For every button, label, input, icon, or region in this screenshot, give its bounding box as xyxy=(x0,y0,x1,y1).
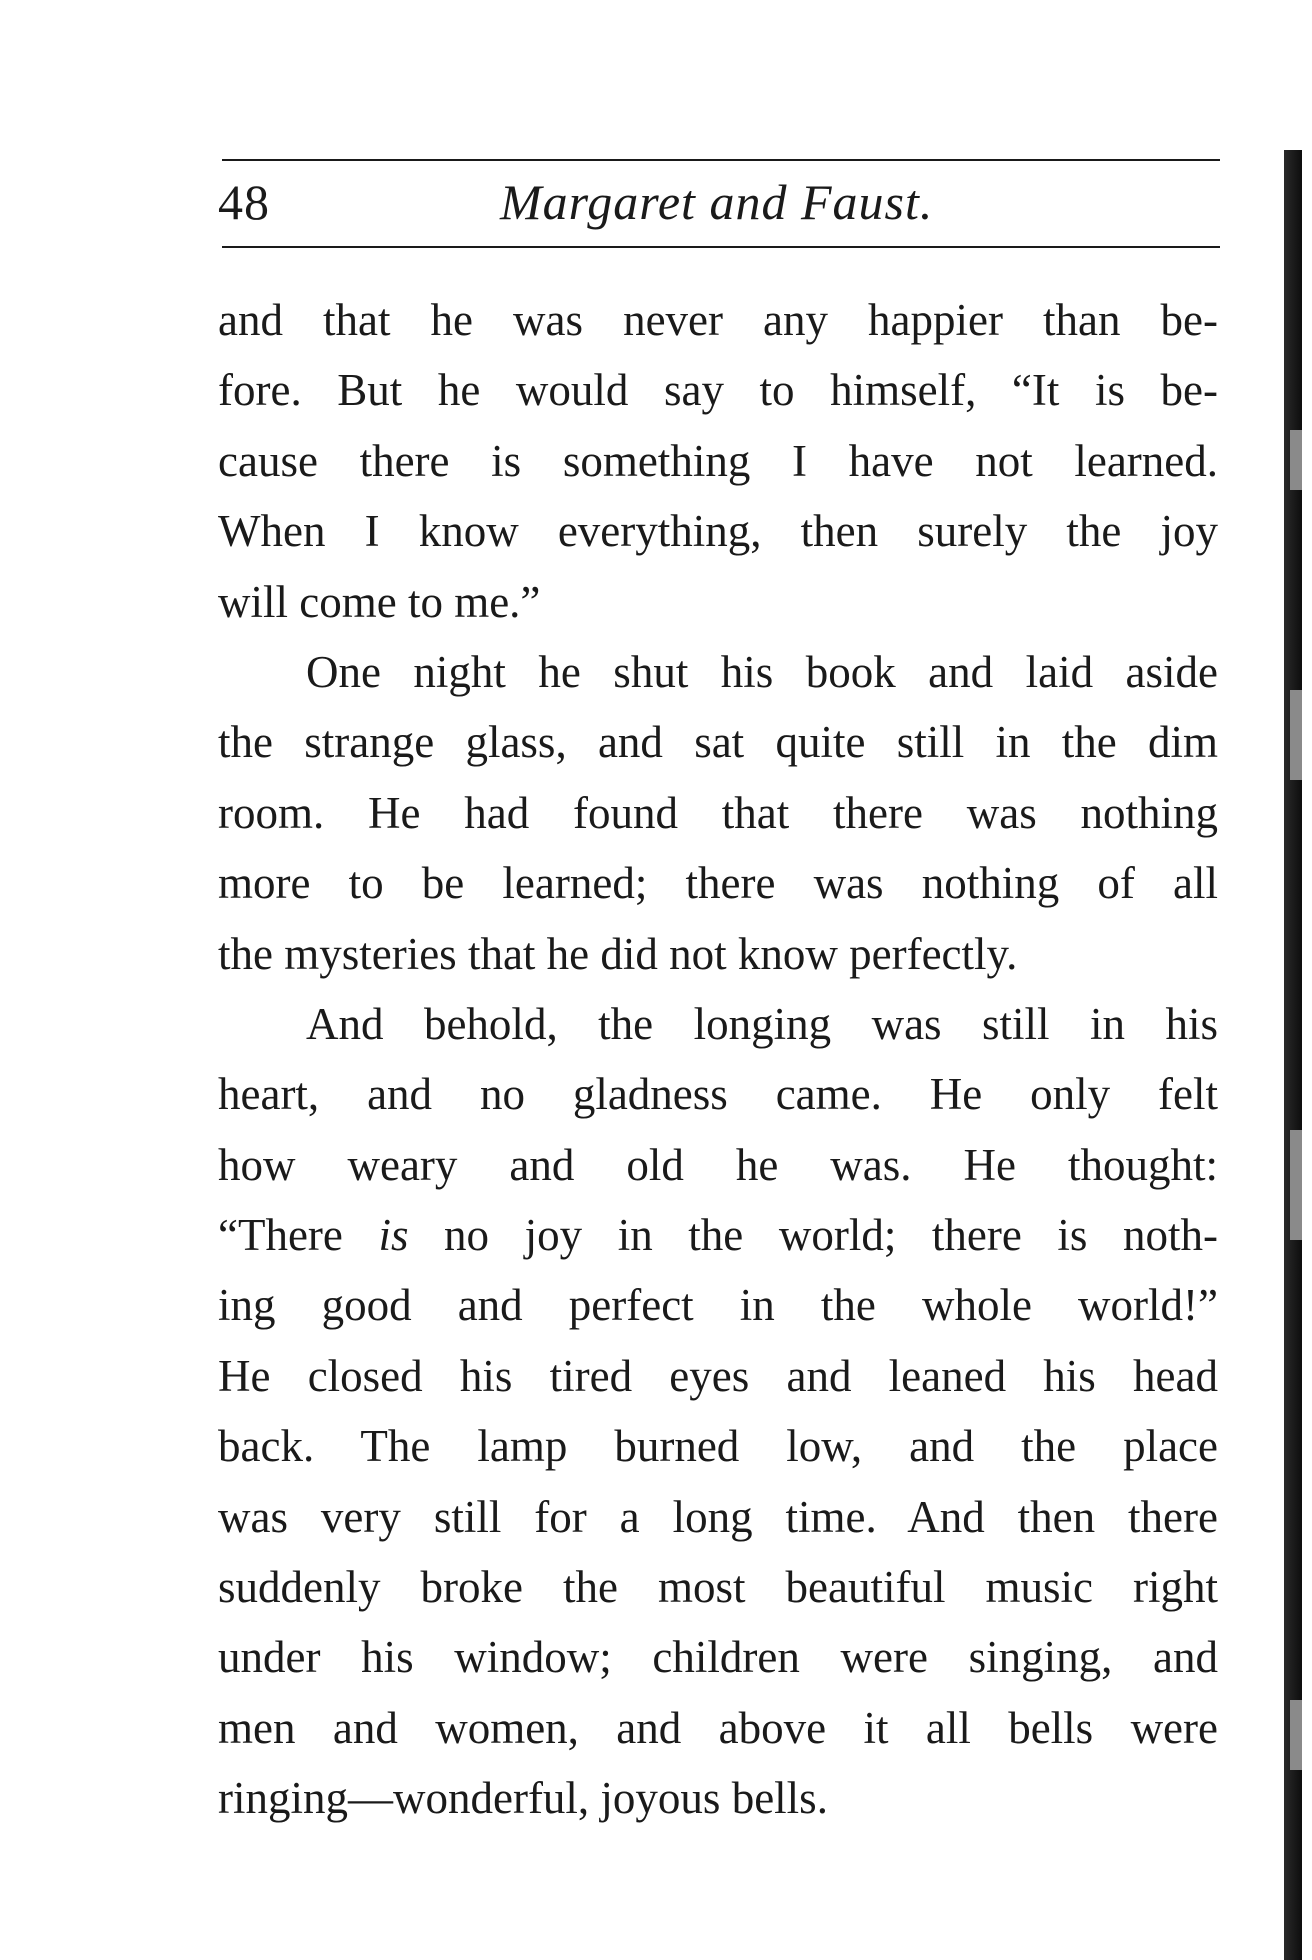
line-segment: no joy in the world; there is noth- xyxy=(408,1210,1218,1261)
header-top-rule xyxy=(222,159,1220,161)
text-line: men and women, and above it all bells were xyxy=(218,1702,1218,1753)
text-line: fore. But he would say to himself, “It is be- xyxy=(218,365,1218,416)
text-line: was very still for a long time. And then there xyxy=(218,1491,1218,1542)
text-line: One night he shut his book and laid aside xyxy=(306,646,1218,697)
text-line: and that he was never any happier than be- xyxy=(218,295,1218,345)
page-number: 48 xyxy=(218,174,270,230)
text-line: more to be learned; there was nothing of all xyxy=(218,858,1218,909)
text-line: ing good and perfect in the whole world!” xyxy=(218,1280,1218,1331)
book-binding-edge xyxy=(1284,150,1302,1960)
text-line: When I know everything, then surely the joy xyxy=(218,506,1218,557)
line-segment: “There xyxy=(218,1210,379,1261)
text-line: heart, and no gladness came. He only felt xyxy=(218,1069,1218,1120)
text-line: how weary and old he was. He thought: xyxy=(218,1139,1218,1190)
text-line: He closed his tired eyes and leaned his head xyxy=(218,1350,1218,1401)
header-bottom-rule xyxy=(222,246,1220,248)
binding-wear-mark xyxy=(1290,1130,1302,1240)
text-line: the mysteries that he did not know perfectly. xyxy=(218,928,1018,979)
text-line: the strange glass, and sat quite still in the dim xyxy=(218,717,1218,768)
binding-wear-mark xyxy=(1290,430,1302,490)
text-line: And behold, the longing was still in his xyxy=(306,998,1218,1049)
text-line: under his window; children were singing, and xyxy=(218,1632,1218,1683)
binding-wear-mark xyxy=(1290,690,1302,780)
body-text xyxy=(218,285,1218,1834)
text-line-with-italic xyxy=(218,1200,1218,1270)
text-line: will come to me.” xyxy=(218,576,541,627)
running-title: Margaret and Faust. xyxy=(500,174,934,230)
binding-wear-mark xyxy=(1290,1700,1302,1770)
text-line: cause there is something I have not learned. xyxy=(218,435,1218,486)
italic-emphasis: is xyxy=(378,1210,409,1261)
text-line: ringing—wonderful, joyous bells. xyxy=(218,1773,828,1824)
text-line: suddenly broke the most beautiful music right xyxy=(218,1562,1218,1613)
text-line: room. He had found that there was nothing xyxy=(218,787,1218,838)
text-line: back. The lamp burned low, and the place xyxy=(218,1421,1218,1472)
